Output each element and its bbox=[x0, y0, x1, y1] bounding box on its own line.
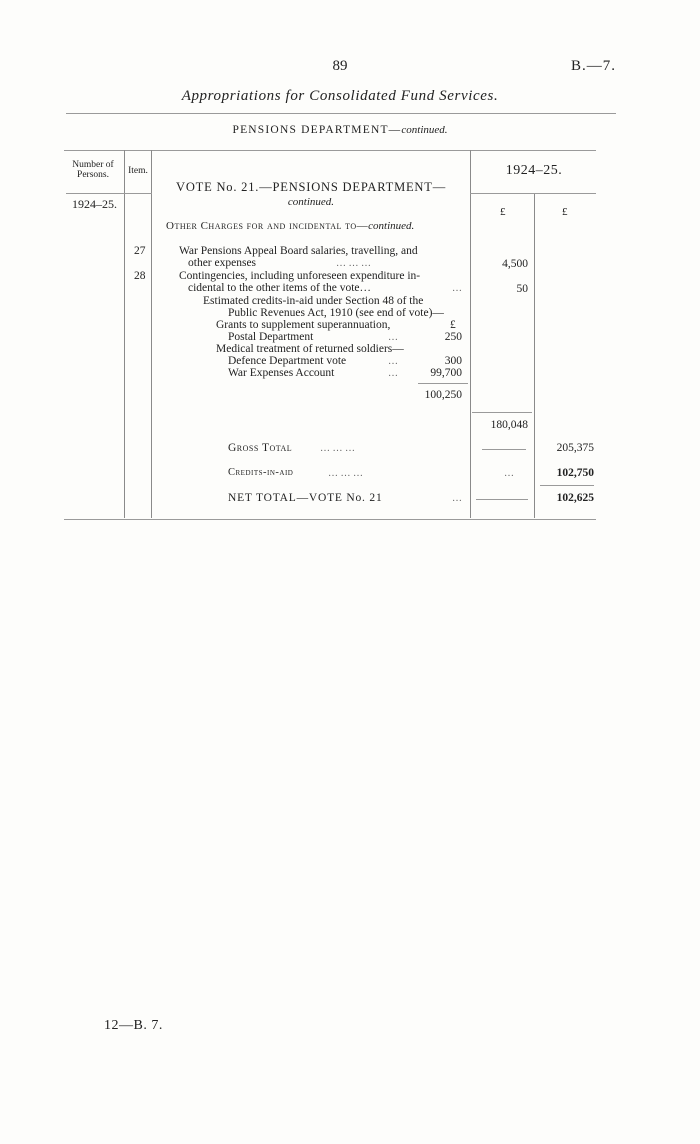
number-of-persons-header: Number of Persons. bbox=[72, 160, 114, 180]
page-number: 89 bbox=[332, 58, 348, 74]
credits-in-aid-amount: 102,750 bbox=[556, 467, 594, 479]
persons-year: 1924–25. bbox=[72, 197, 117, 211]
credits-line2: Public Revenues Act, 1910 (see end of vote)— bbox=[228, 307, 444, 319]
credits-line1: Estimated credits-in-aid under Section 48 of the bbox=[203, 295, 424, 307]
column-total-rule bbox=[472, 412, 532, 413]
net-total-dash bbox=[476, 499, 528, 500]
credits-subtotal-rule bbox=[418, 383, 468, 384]
column-line-persons bbox=[124, 150, 125, 518]
credits-in-aid-leader: … … … bbox=[328, 468, 363, 479]
item-28-number: 28 bbox=[134, 270, 146, 282]
year-header-rule bbox=[470, 193, 596, 194]
gross-total-leader: … … … bbox=[320, 443, 355, 454]
item-28-leader: … bbox=[452, 283, 462, 294]
table-bottom-rule bbox=[64, 519, 596, 520]
credits-in-aid-label: Credits-in-aid bbox=[228, 467, 294, 478]
postal-leader: … bbox=[388, 332, 398, 343]
pound-header-2: £ bbox=[562, 206, 568, 218]
credits-subtotal: 100,250 bbox=[424, 389, 462, 401]
vote-title: VOTE No. 21.—PENSIONS DEPARTMENT— bbox=[176, 180, 446, 194]
net-total-amount: 102,625 bbox=[556, 492, 594, 504]
grants-label: Grants to supplement superannuation, bbox=[216, 319, 391, 331]
postal-amount: 250 bbox=[444, 331, 462, 343]
war-amount: 99,700 bbox=[430, 367, 462, 379]
subhead-label: Other Charges for and incidental to— bbox=[166, 220, 369, 232]
grants-pound: £ bbox=[450, 319, 456, 331]
subhead-continued: continued. bbox=[368, 220, 415, 232]
persons-header-rule bbox=[66, 193, 152, 194]
year-header: 1924–25. bbox=[505, 163, 563, 178]
pound-header-1: £ bbox=[500, 206, 506, 218]
credits-in-aid-col1: … bbox=[504, 468, 514, 479]
defence-leader: … bbox=[388, 356, 398, 367]
gross-total-amount: 205,375 bbox=[556, 442, 594, 454]
net-total-leader: … bbox=[452, 493, 462, 504]
column-line-subtotal bbox=[470, 150, 471, 518]
department-continued: continued. bbox=[401, 124, 448, 136]
item-27-line2: other expenses bbox=[188, 257, 257, 269]
title-rule bbox=[66, 113, 616, 114]
war-leader: … bbox=[388, 368, 398, 379]
department-name: PENSIONS DEPARTMENT— bbox=[232, 124, 402, 136]
vote-title-continued: continued. bbox=[287, 196, 335, 208]
column-total: 180,048 bbox=[490, 419, 528, 431]
gross-total-label: Gross Total bbox=[228, 442, 293, 454]
department-heading bbox=[0, 124, 680, 136]
item-28-amount: 50 bbox=[516, 283, 528, 295]
item-28-line1: Contingencies, including unforeseen expenditure in- bbox=[179, 270, 421, 282]
item-header: Item. bbox=[128, 166, 148, 176]
medical-label: Medical treatment of returned soldiers— bbox=[216, 343, 404, 355]
defence-amount: 300 bbox=[444, 355, 462, 367]
subhead bbox=[166, 220, 414, 232]
column-line-amounts bbox=[534, 193, 535, 518]
defence-label: Defence Department vote bbox=[228, 355, 347, 367]
footer-signature: 12—B. 7. bbox=[104, 1018, 163, 1033]
document-reference: B.—7. bbox=[570, 58, 616, 74]
item-28-line2: cidental to the other items of the vote… bbox=[188, 282, 371, 294]
item-27-number: 27 bbox=[134, 245, 146, 257]
gross-total-dash bbox=[482, 449, 526, 450]
net-total-rule bbox=[540, 485, 594, 486]
item-27-line1: War Pensions Appeal Board salaries, travelling, and bbox=[179, 245, 418, 257]
table-top-rule bbox=[64, 150, 596, 151]
item-27-leader: … … … bbox=[336, 258, 371, 269]
page-title: Appropriations for Consolidated Fund Services. bbox=[181, 88, 499, 104]
item-27-amount: 4,500 bbox=[502, 258, 528, 270]
postal-label: Postal Department bbox=[228, 331, 314, 343]
war-label: War Expenses Account bbox=[228, 367, 335, 379]
net-total-label: NET TOTAL—VOTE No. 21 bbox=[228, 492, 383, 504]
